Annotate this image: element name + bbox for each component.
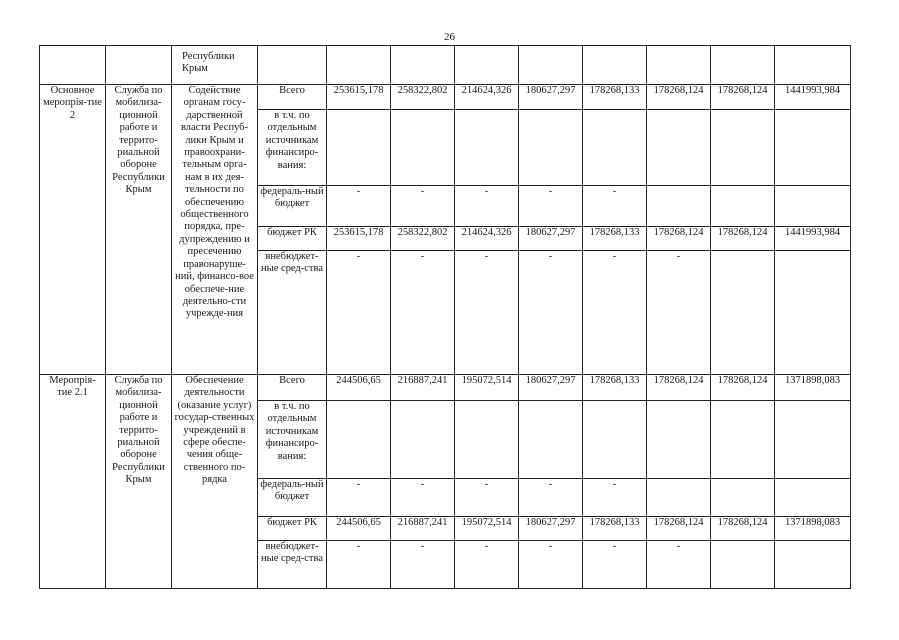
empty-cell: [711, 110, 775, 186]
value-cell-total: 1371898,083: [775, 375, 851, 401]
header-cell-executor: [106, 46, 172, 85]
value-cell: 216887,241: [391, 375, 455, 401]
budget-table: [39, 45, 851, 589]
table-row: [40, 85, 851, 110]
header-cell: [327, 46, 391, 85]
value-cell: 180627,297: [519, 375, 583, 401]
empty-cell: [519, 110, 583, 186]
dash-cell: -: [391, 186, 455, 227]
value-cell: 195072,514: [455, 375, 519, 401]
activity-name-cell: Обеспечение деятельности (оказание услуг) государ-ственных учреждений в сфере обеспе-чения обще-ственного по-рядка: [172, 375, 258, 589]
empty-cell: [455, 401, 519, 479]
dash-cell: -: [327, 541, 391, 589]
empty-cell: [775, 541, 851, 589]
empty-cell: [775, 186, 851, 227]
value-cell: 178268,133: [583, 517, 647, 541]
dash-cell: -: [455, 186, 519, 227]
header-cell: [519, 46, 583, 85]
source-including: в т.ч. по отдельным источникам финансиро-вания:: [258, 401, 327, 479]
source-total: Всего: [258, 375, 327, 401]
source-federal: федераль-ный бюджет: [258, 479, 327, 517]
value-cell: 178268,124: [647, 375, 711, 401]
dash-cell: -: [519, 479, 583, 517]
empty-cell: [775, 479, 851, 517]
empty-cell: [711, 401, 775, 479]
dash-cell: -: [455, 541, 519, 589]
dash-cell: -: [391, 479, 455, 517]
dash-cell: -: [647, 251, 711, 375]
status-cell: Основное меропрія-тие 2: [40, 85, 106, 375]
value-cell: 216887,241: [391, 517, 455, 541]
value-cell-total: 1371898,083: [775, 517, 851, 541]
value-cell: 180627,297: [519, 517, 583, 541]
header-cell: [455, 46, 519, 85]
empty-cell: [391, 110, 455, 186]
value-cell: 253615,178: [327, 227, 391, 251]
header-cell: [391, 46, 455, 85]
value-cell: 214624,326: [455, 227, 519, 251]
empty-cell: [711, 541, 775, 589]
empty-cell: [647, 110, 711, 186]
empty-cell: [647, 479, 711, 517]
value-cell: 178268,124: [711, 85, 775, 110]
value-cell: 178268,124: [647, 517, 711, 541]
dash-cell: -: [519, 541, 583, 589]
empty-cell: [647, 186, 711, 227]
dash-cell: -: [455, 479, 519, 517]
dash-cell: -: [583, 186, 647, 227]
value-cell: 214624,326: [455, 85, 519, 110]
empty-cell: [711, 479, 775, 517]
empty-cell: [327, 401, 391, 479]
source-extra: внебюджет-ные сред-ства: [258, 541, 327, 589]
dash-cell: -: [583, 251, 647, 375]
activity-name-cell: Содействие органам госу-дарственной власти Респуб-лики Крым и правоохрани-тельным орга-нам в их дея-тельности по обеспечению общественного порядка, пре-дупреждению и пресечению правонаруше-ний, финансо-вое обеспече-ние деятельно-сти учрежде-ния: [172, 85, 258, 375]
empty-cell: [711, 251, 775, 375]
empty-cell: [519, 401, 583, 479]
value-cell: 178268,124: [647, 227, 711, 251]
value-cell: 178268,124: [711, 517, 775, 541]
value-cell: 253615,178: [327, 85, 391, 110]
value-cell-total: 1441993,984: [775, 85, 851, 110]
value-cell: 180627,297: [519, 227, 583, 251]
value-cell: 258322,802: [391, 85, 455, 110]
dash-cell: -: [391, 541, 455, 589]
dash-cell: -: [519, 186, 583, 227]
empty-cell: [583, 110, 647, 186]
header-cell: [775, 46, 851, 85]
value-cell: 178268,124: [647, 85, 711, 110]
value-cell-total: 1441993,984: [775, 227, 851, 251]
empty-cell: [647, 401, 711, 479]
empty-cell: [775, 110, 851, 186]
source-rk-budget: бюджет РК: [258, 227, 327, 251]
source-rk-budget: бюджет РК: [258, 517, 327, 541]
source-extra: внебюджет-ные сред-ства: [258, 251, 327, 375]
value-cell: 178268,133: [583, 85, 647, 110]
dash-cell: -: [519, 251, 583, 375]
value-cell: 244506,65: [327, 375, 391, 401]
empty-cell: [775, 251, 851, 375]
dash-cell: -: [327, 479, 391, 517]
value-cell: 195072,514: [455, 517, 519, 541]
header-cell-status: [40, 46, 106, 85]
source-total: Всего: [258, 85, 327, 110]
dash-cell: -: [327, 251, 391, 375]
executor-cell: Служба по мобилиза-ционной работе и террито-риальной обороне Республики Крым: [106, 85, 172, 375]
header-cell: [711, 46, 775, 85]
value-cell: 180627,297: [519, 85, 583, 110]
status-cell: Меропрія-тие 2.1: [40, 375, 106, 589]
value-cell: 178268,133: [583, 375, 647, 401]
header-cell: [647, 46, 711, 85]
empty-cell: [327, 110, 391, 186]
value-cell: 178268,124: [711, 375, 775, 401]
value-cell: 258322,802: [391, 227, 455, 251]
executor-cell: Служба по мобилиза-ционной работе и террито-риальной обороне Республики Крым: [106, 375, 172, 589]
value-cell: 178268,133: [583, 227, 647, 251]
empty-cell: [711, 186, 775, 227]
dash-cell: -: [583, 479, 647, 517]
value-cell: 178268,124: [711, 227, 775, 251]
header-row: [40, 46, 851, 85]
source-federal: федераль-ный бюджет: [258, 186, 327, 227]
header-cell: [583, 46, 647, 85]
table-row: [40, 375, 851, 401]
empty-cell: [455, 110, 519, 186]
value-cell: 244506,65: [327, 517, 391, 541]
header-cell-name: Республики Крым: [172, 46, 258, 85]
dash-cell: -: [647, 541, 711, 589]
dash-cell: -: [583, 541, 647, 589]
empty-cell: [775, 401, 851, 479]
dash-cell: -: [391, 251, 455, 375]
dash-cell: -: [327, 186, 391, 227]
header-cell-source: [258, 46, 327, 85]
source-including: в т.ч. по отдельным источникам финансиро-вания:: [258, 110, 327, 186]
page-number: 26: [444, 31, 455, 43]
empty-cell: [583, 401, 647, 479]
empty-cell: [391, 401, 455, 479]
dash-cell: -: [455, 251, 519, 375]
